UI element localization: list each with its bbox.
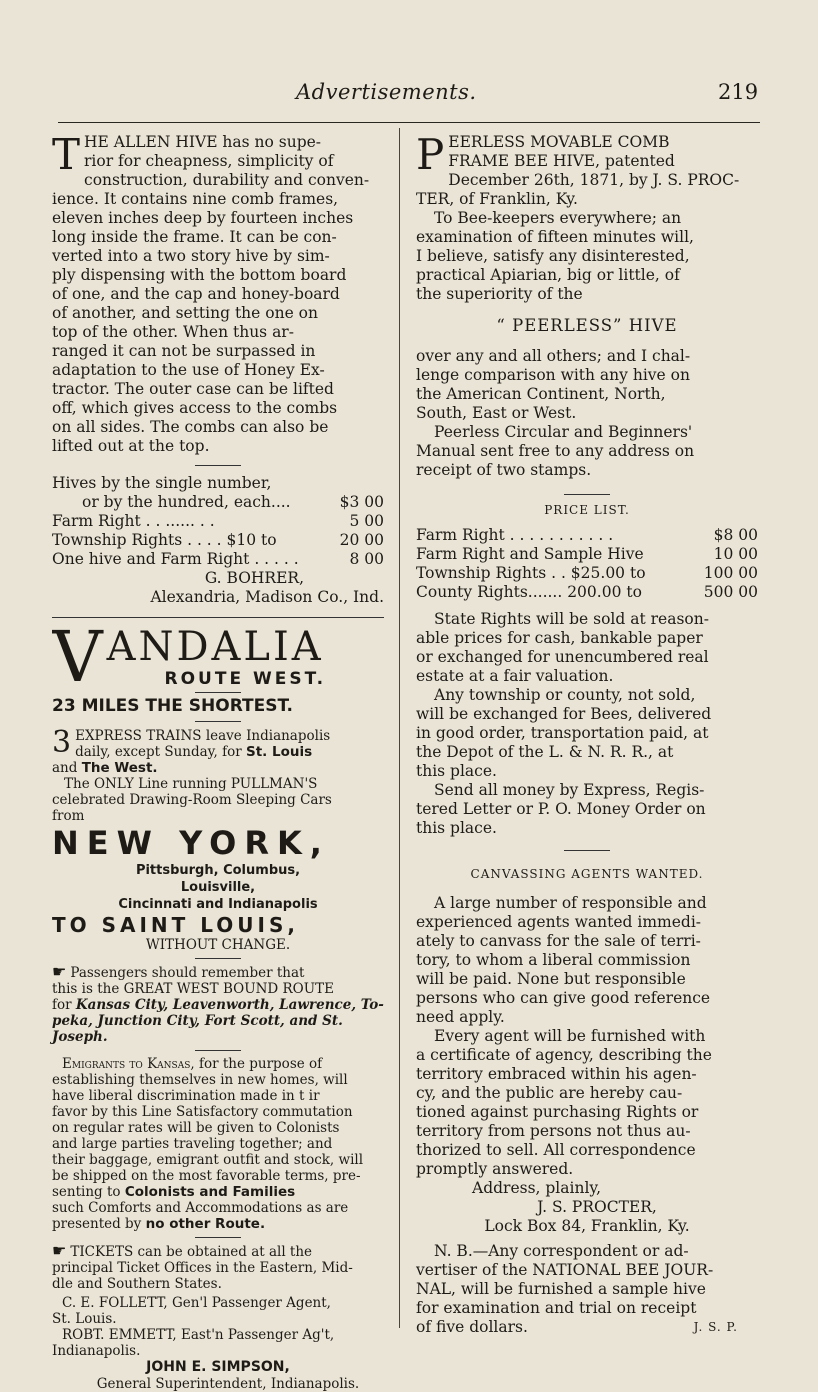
pullman-line: celebrated Drawing-Room Sleeping Cars — [52, 792, 332, 808]
text-line: on regular rates will be given to Colonists — [52, 1120, 340, 1136]
cities-line: Cincinnati and Indianapolis — [118, 897, 318, 912]
price-row — [52, 550, 384, 569]
divider — [195, 692, 241, 693]
text-line: N. B.—Any correspondent or ad- — [434, 1242, 689, 1260]
text-line: December 26th, 1871, by J. S. PROC- — [448, 171, 740, 189]
new-york-heading: NEW YORK, — [52, 824, 330, 862]
price-row — [52, 493, 384, 512]
drop-cap: V — [52, 626, 103, 690]
text-line: tory, to whom a liberal commission — [416, 951, 691, 969]
text-line: ience. It contains nine comb frames, — [52, 190, 339, 208]
text-line: a certificate of agency, describing the — [416, 1046, 712, 1064]
emigrants-text: for the purpose of — [198, 1056, 323, 1072]
allen-hive-ad — [52, 130, 384, 607]
text-line: thorized to sell. All correspondence — [416, 1141, 696, 1159]
tickets-text: TICKETS can be obtained at all the — [70, 1244, 313, 1260]
price-label: Farm Right and Sample Hive — [416, 545, 644, 563]
peerless-paragraph — [416, 423, 758, 480]
emigrants-text: presented by — [52, 1216, 142, 1232]
text-line: EERLESS MOVABLE COMB — [448, 133, 670, 151]
trains-line — [52, 744, 384, 760]
price-row — [416, 564, 758, 583]
procter-name: J. S. PROCTER, — [537, 1198, 657, 1216]
price-row — [416, 583, 758, 602]
left-column — [52, 130, 384, 1392]
text-line: will be exchanged for Bees, delivered — [416, 705, 712, 723]
text-line: rior for cheapness, simplicity of — [84, 152, 334, 170]
canvassing-paragraph — [416, 1027, 758, 1179]
allen-hive-text — [52, 130, 384, 456]
price-row — [52, 531, 384, 550]
text-line: ply dispensing with the bottom board — [52, 266, 347, 284]
divider — [195, 958, 241, 959]
passengers-line — [52, 964, 384, 981]
text-line: over any and all others; and I chal- — [416, 347, 691, 365]
text-line: need apply. — [416, 1008, 505, 1026]
text-line: ately to canvass for the sale of terri- — [416, 932, 701, 950]
text-line: examination of fifteen minutes will, — [416, 228, 694, 246]
cities-line: Louisville, — [180, 880, 256, 895]
price-value: $8 00 — [713, 526, 758, 544]
price-row — [416, 526, 758, 545]
divider — [195, 721, 241, 722]
text-line: Send all money by Express, Regis- — [434, 781, 705, 799]
passengers-text: for — [52, 997, 72, 1013]
text-line: cy, and the public are hereby cau- — [416, 1084, 683, 1102]
emigrants-line — [52, 1056, 384, 1072]
text-line: experienced agents wanted immedi- — [416, 913, 702, 931]
pointing-hand-icon: ☛ — [52, 1241, 67, 1260]
price-label: or by the hundred, each.... — [82, 493, 291, 511]
text-line: adaptation to the use of Honey Ex- — [52, 361, 325, 379]
agent-line: Indianapolis. — [52, 1343, 141, 1359]
section-rule — [52, 617, 384, 618]
trains-dest: The West. — [81, 760, 158, 776]
passengers-line: peka, Junction City, Fort Scott, and St. Joseph. — [52, 1013, 343, 1045]
divider — [195, 1050, 241, 1051]
price-row — [52, 474, 384, 493]
price-value: 100 00 — [703, 564, 758, 582]
emigrants-lead: Emigrants to Kansas, — [62, 1056, 195, 1072]
text-line: territory embraced within his agen- — [416, 1065, 697, 1083]
price-value: 20 00 — [339, 531, 384, 549]
text-line: Any township or county, not sold, — [434, 686, 696, 704]
text-line: lifted out at the top. — [52, 437, 210, 455]
text-line: To Bee-keepers everywhere; an — [434, 209, 682, 227]
text-line: construction, durability and conven- — [84, 171, 370, 189]
emigrants-bold: no other Route. — [145, 1216, 266, 1232]
miles-shortest: 23 MILES THE SHORTEST. — [52, 696, 293, 716]
text-line: persons who can give good reference — [416, 989, 711, 1007]
text-line: estate at a fair valuation. — [416, 667, 614, 685]
text-line: HE ALLEN HIVE has no supe- — [84, 133, 322, 151]
price-row — [416, 545, 758, 564]
canvassing-title: CANVASSING AGENTS WANTED. — [470, 867, 704, 881]
price-value: 10 00 — [713, 545, 758, 563]
nb-last-line — [416, 1318, 758, 1337]
text-line: eleven inches deep by fourteen inches — [52, 209, 354, 227]
text-line: Manual sent free to any address on — [416, 442, 695, 460]
text-line: will be paid. None but responsible — [416, 970, 686, 988]
passengers-text: Passengers should remember that — [70, 965, 305, 981]
peerless-intro — [416, 130, 758, 209]
text-line: TER, of Franklin, Ky. — [416, 190, 578, 208]
text-line: ranged it can not be surpassed in — [52, 342, 316, 360]
drop-numeral: 3 — [52, 728, 72, 760]
drop-cap: P — [416, 130, 445, 179]
divider — [195, 465, 241, 466]
column-divider — [399, 128, 400, 1328]
pullman-line: from — [52, 808, 85, 824]
tickets-line: principal Ticket Offices in the Eastern, Mid- — [52, 1260, 353, 1276]
price-label: One hive and Farm Right . . . . . — [52, 550, 299, 568]
pointing-hand-icon: ☛ — [52, 962, 67, 981]
text-line: long inside the frame. It can be con- — [52, 228, 337, 246]
address-line: Address, plainly, — [472, 1179, 602, 1197]
advertiser-name: G. BOHRER, — [204, 569, 304, 587]
route-west: ROUTE WEST. — [164, 669, 327, 689]
price-label: Township Rights . . . . $10 to — [52, 531, 277, 549]
page-header-title: Advertisements. — [296, 80, 477, 104]
text-line: tioned against purchasing Rights or — [416, 1103, 699, 1121]
peerless-paragraph — [416, 781, 758, 838]
trains-text: and — [52, 760, 78, 776]
text-line: I believe, satisfy any disinterested, — [416, 247, 690, 265]
nb-text: of five dollars. — [416, 1318, 528, 1336]
peerless-hive-heading: “ PEERLESS” HIVE — [496, 316, 678, 335]
divider — [195, 1237, 241, 1238]
price-value: 5 00 — [349, 512, 384, 530]
text-line: favor by this Line Satisfactory commutation — [52, 1104, 353, 1120]
without-change: WITHOUT CHANGE. — [145, 937, 291, 953]
agent-line: St. Louis. — [52, 1311, 117, 1327]
cities-italic: Kansas City, Leavenworth, Lawrence, To- — [75, 997, 384, 1013]
text-line: for examination and trial on receipt — [416, 1299, 697, 1317]
text-line: State Rights will be sold at reason- — [434, 610, 709, 628]
price-value: 500 00 — [703, 583, 758, 601]
price-label: Farm Right . . . . . . . . . . . — [416, 526, 614, 544]
text-line: in good order, transportation paid, at — [416, 724, 709, 742]
text-line: vertiser of the NATIONAL BEE JOUR- — [416, 1261, 714, 1279]
text-line: tered Letter or P. O. Money Order on — [416, 800, 706, 818]
peerless-paragraph — [416, 610, 758, 686]
trains-dest: St. Louis — [245, 744, 313, 760]
drop-cap: T — [52, 130, 81, 179]
price-value: 8 00 — [349, 550, 384, 568]
trains-line — [52, 760, 384, 776]
lockbox-line: Lock Box 84, Franklin, Ky. — [484, 1217, 690, 1235]
text-line: be shipped on the most favorable terms, pre- — [52, 1168, 361, 1184]
text-line: A large number of responsible and — [434, 894, 707, 912]
emigrants-line — [52, 1216, 384, 1232]
price-list-title: PRICE LIST. — [544, 503, 630, 517]
peerless-ad — [416, 130, 758, 1337]
emigrants-text: senting to — [52, 1184, 121, 1200]
emigrants-text-block — [52, 1072, 384, 1184]
text-line: top of the other. When thus ar- — [52, 323, 294, 341]
text-line: able prices for cash, bankable paper — [416, 629, 703, 647]
text-line: of another, and setting the one on — [52, 304, 318, 322]
price-label: Township Rights . . $25.00 to — [416, 564, 646, 582]
text-line: lenge comparison with any hive on — [416, 366, 690, 384]
text-line: territory from persons not thus au- — [416, 1122, 691, 1140]
price-row — [52, 512, 384, 531]
saint-louis-heading: TO SAINT LOUIS, — [52, 913, 299, 937]
agent-line: C. E. FOLLETT, Gen'l Passenger Agent, — [62, 1295, 331, 1311]
emigrants-line: such Comforts and Accommodations as are — [52, 1200, 349, 1216]
passengers-line — [52, 997, 384, 1013]
text-line: verted into a two story hive by sim- — [52, 247, 330, 265]
right-column — [416, 130, 758, 1337]
peerless-paragraph — [416, 686, 758, 781]
price-label: Farm Right . . ...... . . — [52, 512, 215, 530]
advertiser-address: Alexandria, Madison Co., Ind. — [150, 588, 384, 606]
text-line: establishing themselves in new homes, will — [52, 1072, 348, 1088]
text-line: receipt of two stamps. — [416, 461, 592, 479]
price-label: Hives by the single number, — [52, 474, 272, 492]
text-line: of one, and the cap and honey-board — [52, 285, 340, 303]
price-label: County Rights....... 200.00 to — [416, 583, 642, 601]
text-line: the American Continent, North, — [416, 385, 666, 403]
text-line: South, East or West. — [416, 404, 577, 422]
peerless-paragraph — [416, 347, 758, 423]
canvassing-paragraph — [416, 894, 758, 1027]
peerless-paragraph — [416, 209, 758, 304]
emigrants-line — [52, 1184, 384, 1200]
text-line: this place. — [416, 819, 497, 837]
trains-line: EXPRESS TRAINS leave Indianapolis — [75, 728, 331, 744]
page-number: 219 — [718, 80, 759, 104]
vandalia-title: ANDALIA — [106, 626, 324, 670]
divider — [564, 494, 610, 495]
text-line: NAL, will be furnished a sample hive — [416, 1280, 706, 1298]
text-line: tractor. The outer case can be lifted — [52, 380, 334, 398]
text-line: on all sides. The combs can also be — [52, 418, 329, 436]
initials: J. S. P. — [693, 1320, 738, 1334]
text-line: have liberal discrimination made in t ir — [52, 1088, 320, 1104]
text-line: and large parties traveling together; and — [52, 1136, 333, 1152]
text-line: the Depot of the L. & N. R. R., at — [416, 743, 674, 761]
text-line: Peerless Circular and Beginners' — [434, 423, 693, 441]
emigrants-bold: Colonists and Families — [124, 1184, 296, 1200]
nb-paragraph — [416, 1242, 758, 1318]
agent-line: ROBT. EMMETT, East'n Passenger Ag't, — [62, 1327, 335, 1343]
peerless-price-list — [416, 526, 758, 602]
superintendent-name: JOHN E. SIMPSON, — [146, 1359, 290, 1375]
text-line: or exchanged for unencumbered real — [416, 648, 709, 666]
trains-text: daily, except Sunday, for — [75, 744, 242, 760]
text-line: their baggage, emigrant outfit and stock, will — [52, 1152, 364, 1168]
price-value: $3 00 — [339, 493, 384, 511]
divider — [564, 850, 610, 851]
text-line: FRAME BEE HIVE, patented — [448, 152, 675, 170]
text-line: off, which gives access to the combs — [52, 399, 338, 417]
text-line: practical Apiarian, big or little, of — [416, 266, 680, 284]
pullman-line: The ONLY Line running PULLMAN'S — [64, 776, 318, 792]
passengers-line: this is the GREAT WEST BOUND ROUTE — [52, 981, 334, 997]
vandalia-ad — [52, 626, 384, 1392]
text-line: Every agent will be furnished with — [434, 1027, 706, 1045]
header-rule — [58, 122, 760, 123]
tickets-line — [52, 1243, 384, 1260]
text-line: the superiority of the — [416, 285, 583, 303]
text-line: promptly answered. — [416, 1160, 574, 1178]
cities-line: Pittsburgh, Columbus, — [135, 863, 301, 878]
superintendent-title: General Superintendent, Indianapolis. — [96, 1376, 360, 1392]
text-line: this place. — [416, 762, 497, 780]
tickets-line: dle and Southern States. — [52, 1276, 222, 1292]
allen-price-list — [52, 474, 384, 569]
